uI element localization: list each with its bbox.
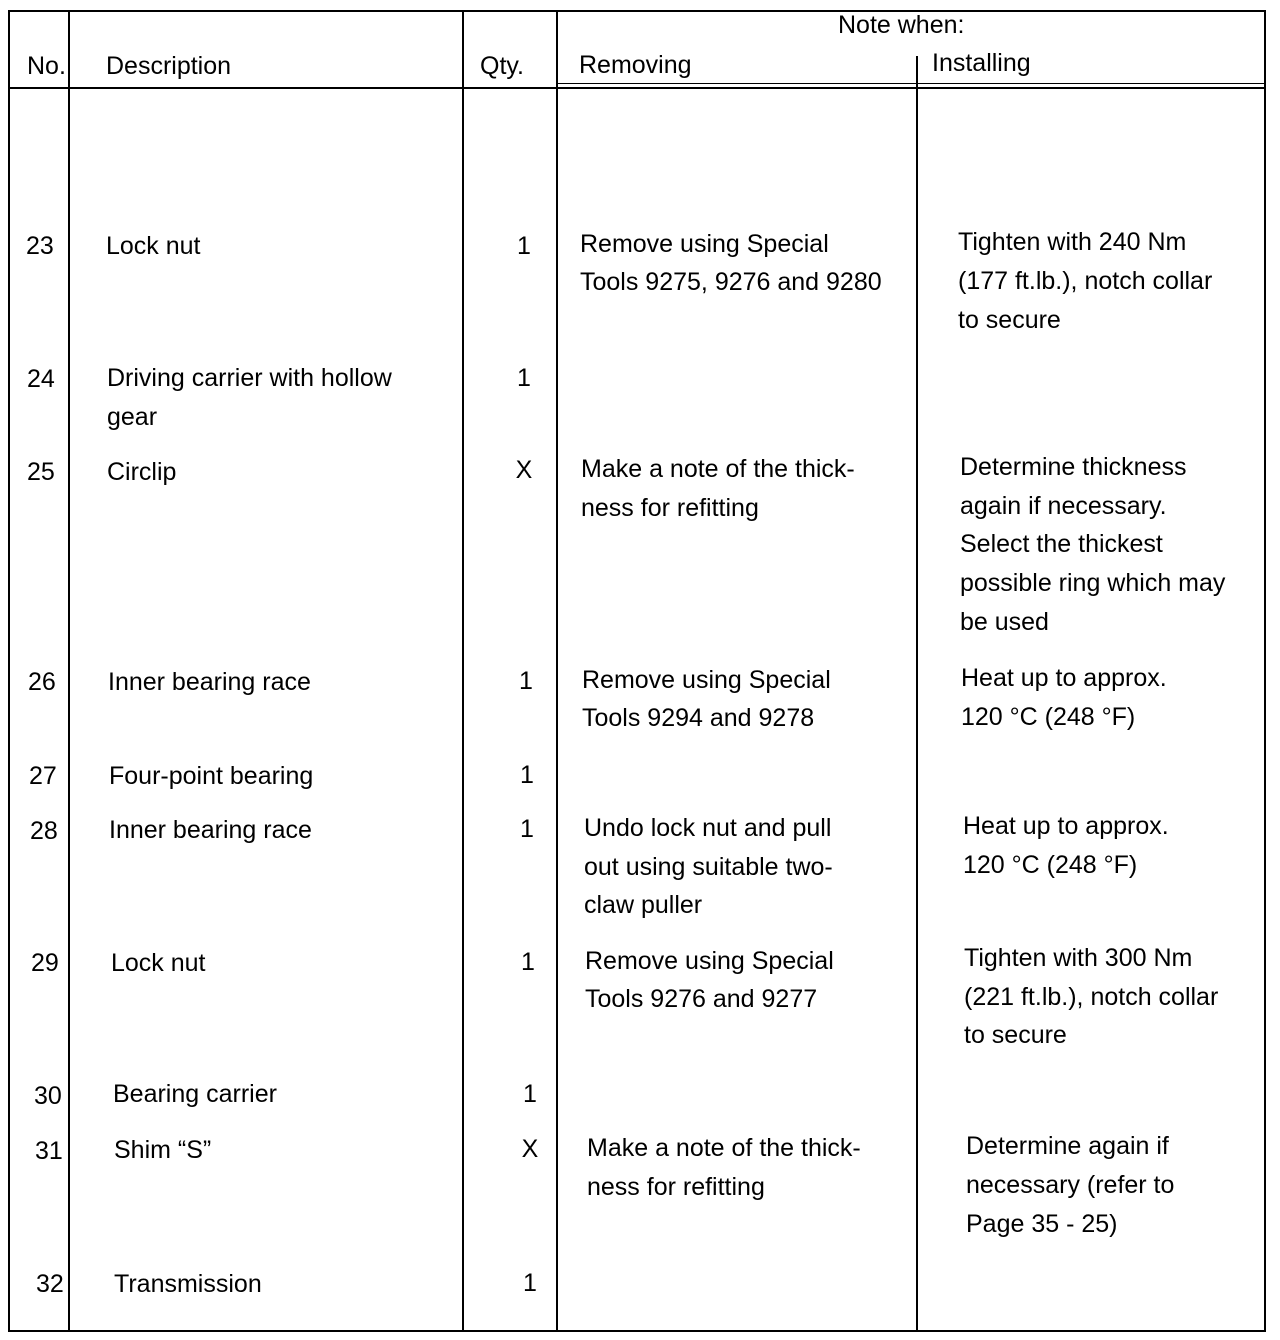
row-25-installing-line-4: possible ring which may — [960, 569, 1226, 597]
row-31-removing-line-2: ness for refitting — [587, 1173, 765, 1201]
column-divider-no — [68, 10, 70, 1332]
row-29-no: 29 — [31, 949, 59, 977]
header-installing: Installing — [932, 49, 1031, 77]
row-24-description-line-1: Driving carrier with hollow — [107, 364, 392, 392]
table-border-top — [8, 10, 1266, 12]
row-31-qty: X — [521, 1135, 539, 1163]
row-31-installing-line-3: Page 35 - 25) — [966, 1210, 1118, 1238]
row-30-no: 30 — [34, 1082, 62, 1110]
row-26-installing-line-2: 120 °C (248 °F) — [961, 703, 1136, 731]
row-23-description: Lock nut — [106, 232, 201, 260]
row-28-removing-line-3: claw puller — [584, 891, 703, 919]
row-28-no: 28 — [30, 817, 58, 845]
table-border-bottom — [8, 1330, 1266, 1332]
row-27-description: Four-point bearing — [109, 762, 314, 790]
table-border-left — [8, 10, 10, 1332]
header-note-when: Note when: — [838, 11, 965, 39]
row-26-removing-line-1: Remove using Special — [582, 666, 831, 694]
row-23-qty: 1 — [517, 232, 531, 260]
row-31-installing-line-1: Determine again if — [966, 1132, 1169, 1160]
row-23-no: 23 — [26, 232, 54, 260]
row-25-removing-line-2: ness for refitting — [581, 494, 759, 522]
row-26-description: Inner bearing race — [108, 668, 311, 696]
row-28-removing-line-2: out using suitable two- — [584, 853, 833, 881]
row-31-removing-line-1: Make a note of the thick- — [587, 1134, 861, 1162]
row-25-installing-line-3: Select the thickest — [960, 530, 1163, 558]
row-25-qty: X — [515, 456, 533, 484]
row-29-removing-line-1: Remove using Special — [585, 947, 834, 975]
row-30-qty: 1 — [523, 1080, 537, 1108]
row-29-removing-line-2: Tools 9276 and 9277 — [585, 985, 818, 1013]
table-border-right — [1264, 10, 1266, 1332]
row-26-no: 26 — [28, 668, 56, 696]
row-25-installing-line-2: again if necessary. — [960, 492, 1167, 520]
row-23-installing-line-1: Tighten with 240 Nm — [958, 228, 1187, 256]
row-32-no: 32 — [36, 1270, 64, 1298]
header-divider — [8, 87, 1266, 89]
row-24-no: 24 — [27, 365, 55, 393]
row-31-installing-line-2: necessary (refer to — [966, 1171, 1175, 1199]
row-27-no: 27 — [29, 762, 57, 790]
row-27-qty: 1 — [520, 761, 534, 789]
column-divider-qty — [556, 10, 558, 1332]
row-30-description: Bearing carrier — [113, 1080, 277, 1108]
row-28-installing-line-1: Heat up to approx. — [963, 812, 1169, 840]
row-31-description: Shim “S” — [114, 1136, 212, 1164]
row-23-removing-line-1: Remove using Special — [580, 230, 829, 258]
row-29-installing-line-2: (221 ft.lb.), notch collar — [964, 983, 1219, 1011]
column-divider-description — [462, 10, 464, 1332]
column-divider-removing — [916, 56, 918, 1332]
row-26-qty: 1 — [519, 667, 533, 695]
row-24-qty: 1 — [517, 364, 531, 392]
row-28-qty: 1 — [520, 815, 534, 843]
row-29-qty: 1 — [521, 948, 535, 976]
row-25-installing-line-1: Determine thickness — [960, 453, 1187, 481]
row-29-installing-line-1: Tighten with 300 Nm — [964, 944, 1193, 972]
row-24-description-line-2: gear — [107, 403, 158, 431]
row-26-removing-line-2: Tools 9294 and 9278 — [582, 704, 815, 732]
row-25-description: Circlip — [107, 458, 177, 486]
row-29-description: Lock nut — [111, 949, 206, 977]
row-29-installing-line-3: to secure — [964, 1021, 1067, 1049]
row-28-description: Inner bearing race — [109, 816, 312, 844]
header-description: Description — [106, 52, 232, 80]
row-28-installing-line-2: 120 °C (248 °F) — [963, 851, 1138, 879]
row-23-installing-line-2: (177 ft.lb.), notch collar — [958, 267, 1213, 295]
row-23-removing-line-2: Tools 9275, 9276 and 9280 — [580, 268, 882, 296]
row-32-description: Transmission — [114, 1270, 262, 1298]
row-32-qty: 1 — [523, 1269, 537, 1297]
row-25-no: 25 — [27, 458, 55, 486]
row-28-removing-line-1: Undo lock nut and pull — [584, 814, 832, 842]
row-23-installing-line-3: to secure — [958, 306, 1061, 334]
header-no: No. — [27, 52, 66, 80]
row-26-installing-line-1: Heat up to approx. — [961, 664, 1167, 692]
row-31-no: 31 — [35, 1137, 63, 1165]
row-25-removing-line-1: Make a note of the thick- — [581, 455, 855, 483]
row-25-installing-line-5: be used — [960, 608, 1049, 636]
header-removing: Removing — [579, 51, 692, 79]
header-qty: Qty. — [480, 52, 524, 80]
